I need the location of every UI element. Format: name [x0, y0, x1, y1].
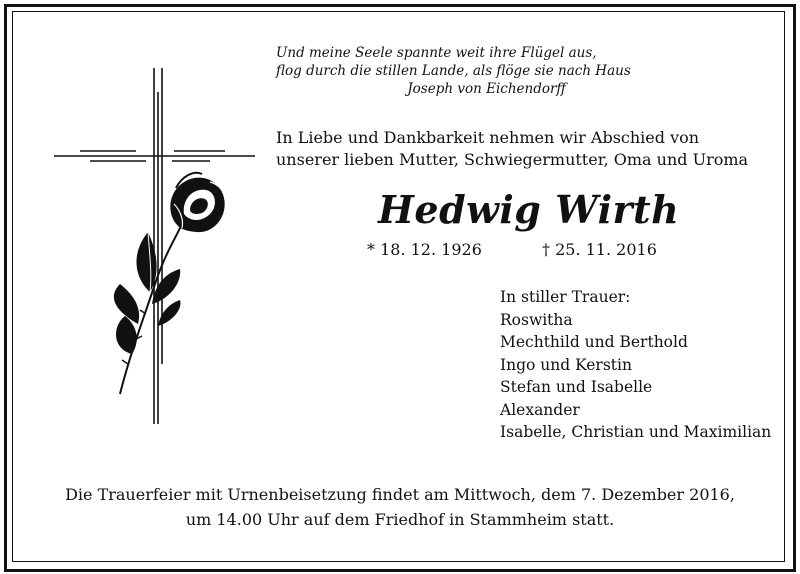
mourner-name: Stefan und Isabelle	[500, 378, 653, 396]
cross-with-rose-icon	[50, 64, 260, 434]
intro-line-2: unserer lieben Mutter, Schwiegermutter, Oma und Uroma	[276, 150, 749, 169]
funeral-line-1: Die Trauerfeier mit Urnenbeisetzung findet am Mittwoch, dem 7. Dezember 2016,	[65, 485, 735, 504]
intro-line-1: In Liebe und Dankbarkeit nehmen wir Abschied von	[276, 128, 700, 147]
mourners-list	[500, 286, 780, 444]
quote-line-2: flog durch die stillen Lande, als flöge sie nach Haus	[276, 63, 631, 79]
farewell-intro	[276, 127, 749, 171]
death-date: † 25. 11. 2016	[542, 240, 657, 259]
mourner-name: Alexander	[500, 400, 580, 419]
mourner-name: Ingo und Kerstin	[500, 355, 632, 374]
mourner-name: Mechthild und Berthold	[500, 333, 688, 351]
mourners-heading: In stiller Trauer:	[500, 288, 631, 306]
quote-author: Joseph von Eichendorff	[407, 81, 566, 97]
birth-date: * 18. 12. 1926	[367, 240, 482, 259]
quote-line-1: Und meine Seele spannte weit ihre Flügel aus,	[276, 45, 597, 61]
funeral-line-2: um 14.00 Uhr auf dem Friedhof in Stammheim statt.	[185, 510, 615, 529]
mourner-name: Roswitha	[500, 310, 573, 329]
funeral-notice	[60, 482, 740, 532]
deceased-name: Hedwig Wirth	[378, 187, 680, 232]
rose-blossom	[170, 173, 226, 232]
mourner-name: Isabelle, Christian und Maximilian	[500, 423, 772, 441]
poem-quote	[276, 44, 631, 98]
